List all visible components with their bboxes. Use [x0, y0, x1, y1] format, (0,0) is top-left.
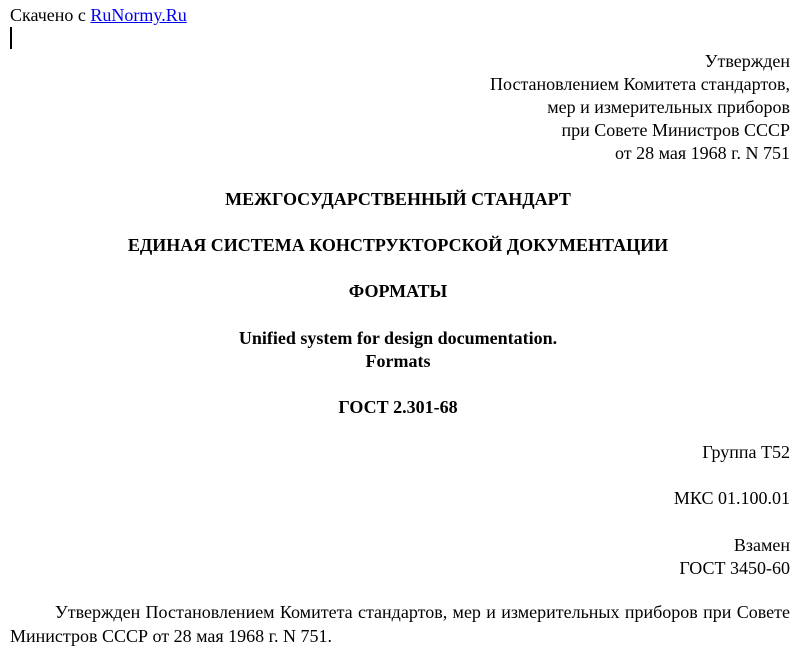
english-title-line: Unified system for design documentation.	[238, 328, 558, 348]
approval-line: мер и измерительных приборов	[547, 97, 790, 117]
english-title	[0, 327, 796, 373]
designation-heading: ГОСТ 2.301-68	[338, 397, 458, 417]
english-title-line: Formats	[365, 351, 431, 371]
replaces-block	[679, 534, 790, 580]
source-link[interactable]: RuNormy.Ru	[90, 5, 187, 25]
replaces-value: ГОСТ 3450-60	[679, 558, 790, 578]
source-prefix: Скачено с	[10, 5, 91, 25]
approval-line: Постановлением Комитета стандартов,	[490, 74, 790, 94]
source-line	[10, 4, 187, 27]
replaces-label: Взамен	[733, 535, 790, 555]
text-cursor	[10, 27, 12, 49]
approval-paragraph: Утвержден Постановлением Комитета стандартов, мер и измерительных приборов при Совете Министров СССР от 28 мая 1968 г. N 751.	[10, 602, 790, 646]
subject-heading: ФОРМАТЫ	[348, 281, 448, 301]
approval-line: Утвержден	[704, 51, 790, 71]
standard-type-heading: МЕЖГОСУДАРСТВЕННЫЙ СТАНДАРТ	[225, 189, 571, 209]
approval-line: при Совете Министров СССР	[561, 120, 790, 140]
approval-block	[490, 50, 790, 165]
approval-line: от 28 мая 1968 г. N 751	[614, 143, 790, 163]
mks-code: МКС 01.100.01	[673, 488, 790, 508]
group-code: Группа Т52	[702, 442, 790, 462]
system-title-heading: ЕДИНАЯ СИСТЕМА КОНСТРУКТОРСКОЙ ДОКУМЕНТАЦИИ	[127, 235, 669, 255]
